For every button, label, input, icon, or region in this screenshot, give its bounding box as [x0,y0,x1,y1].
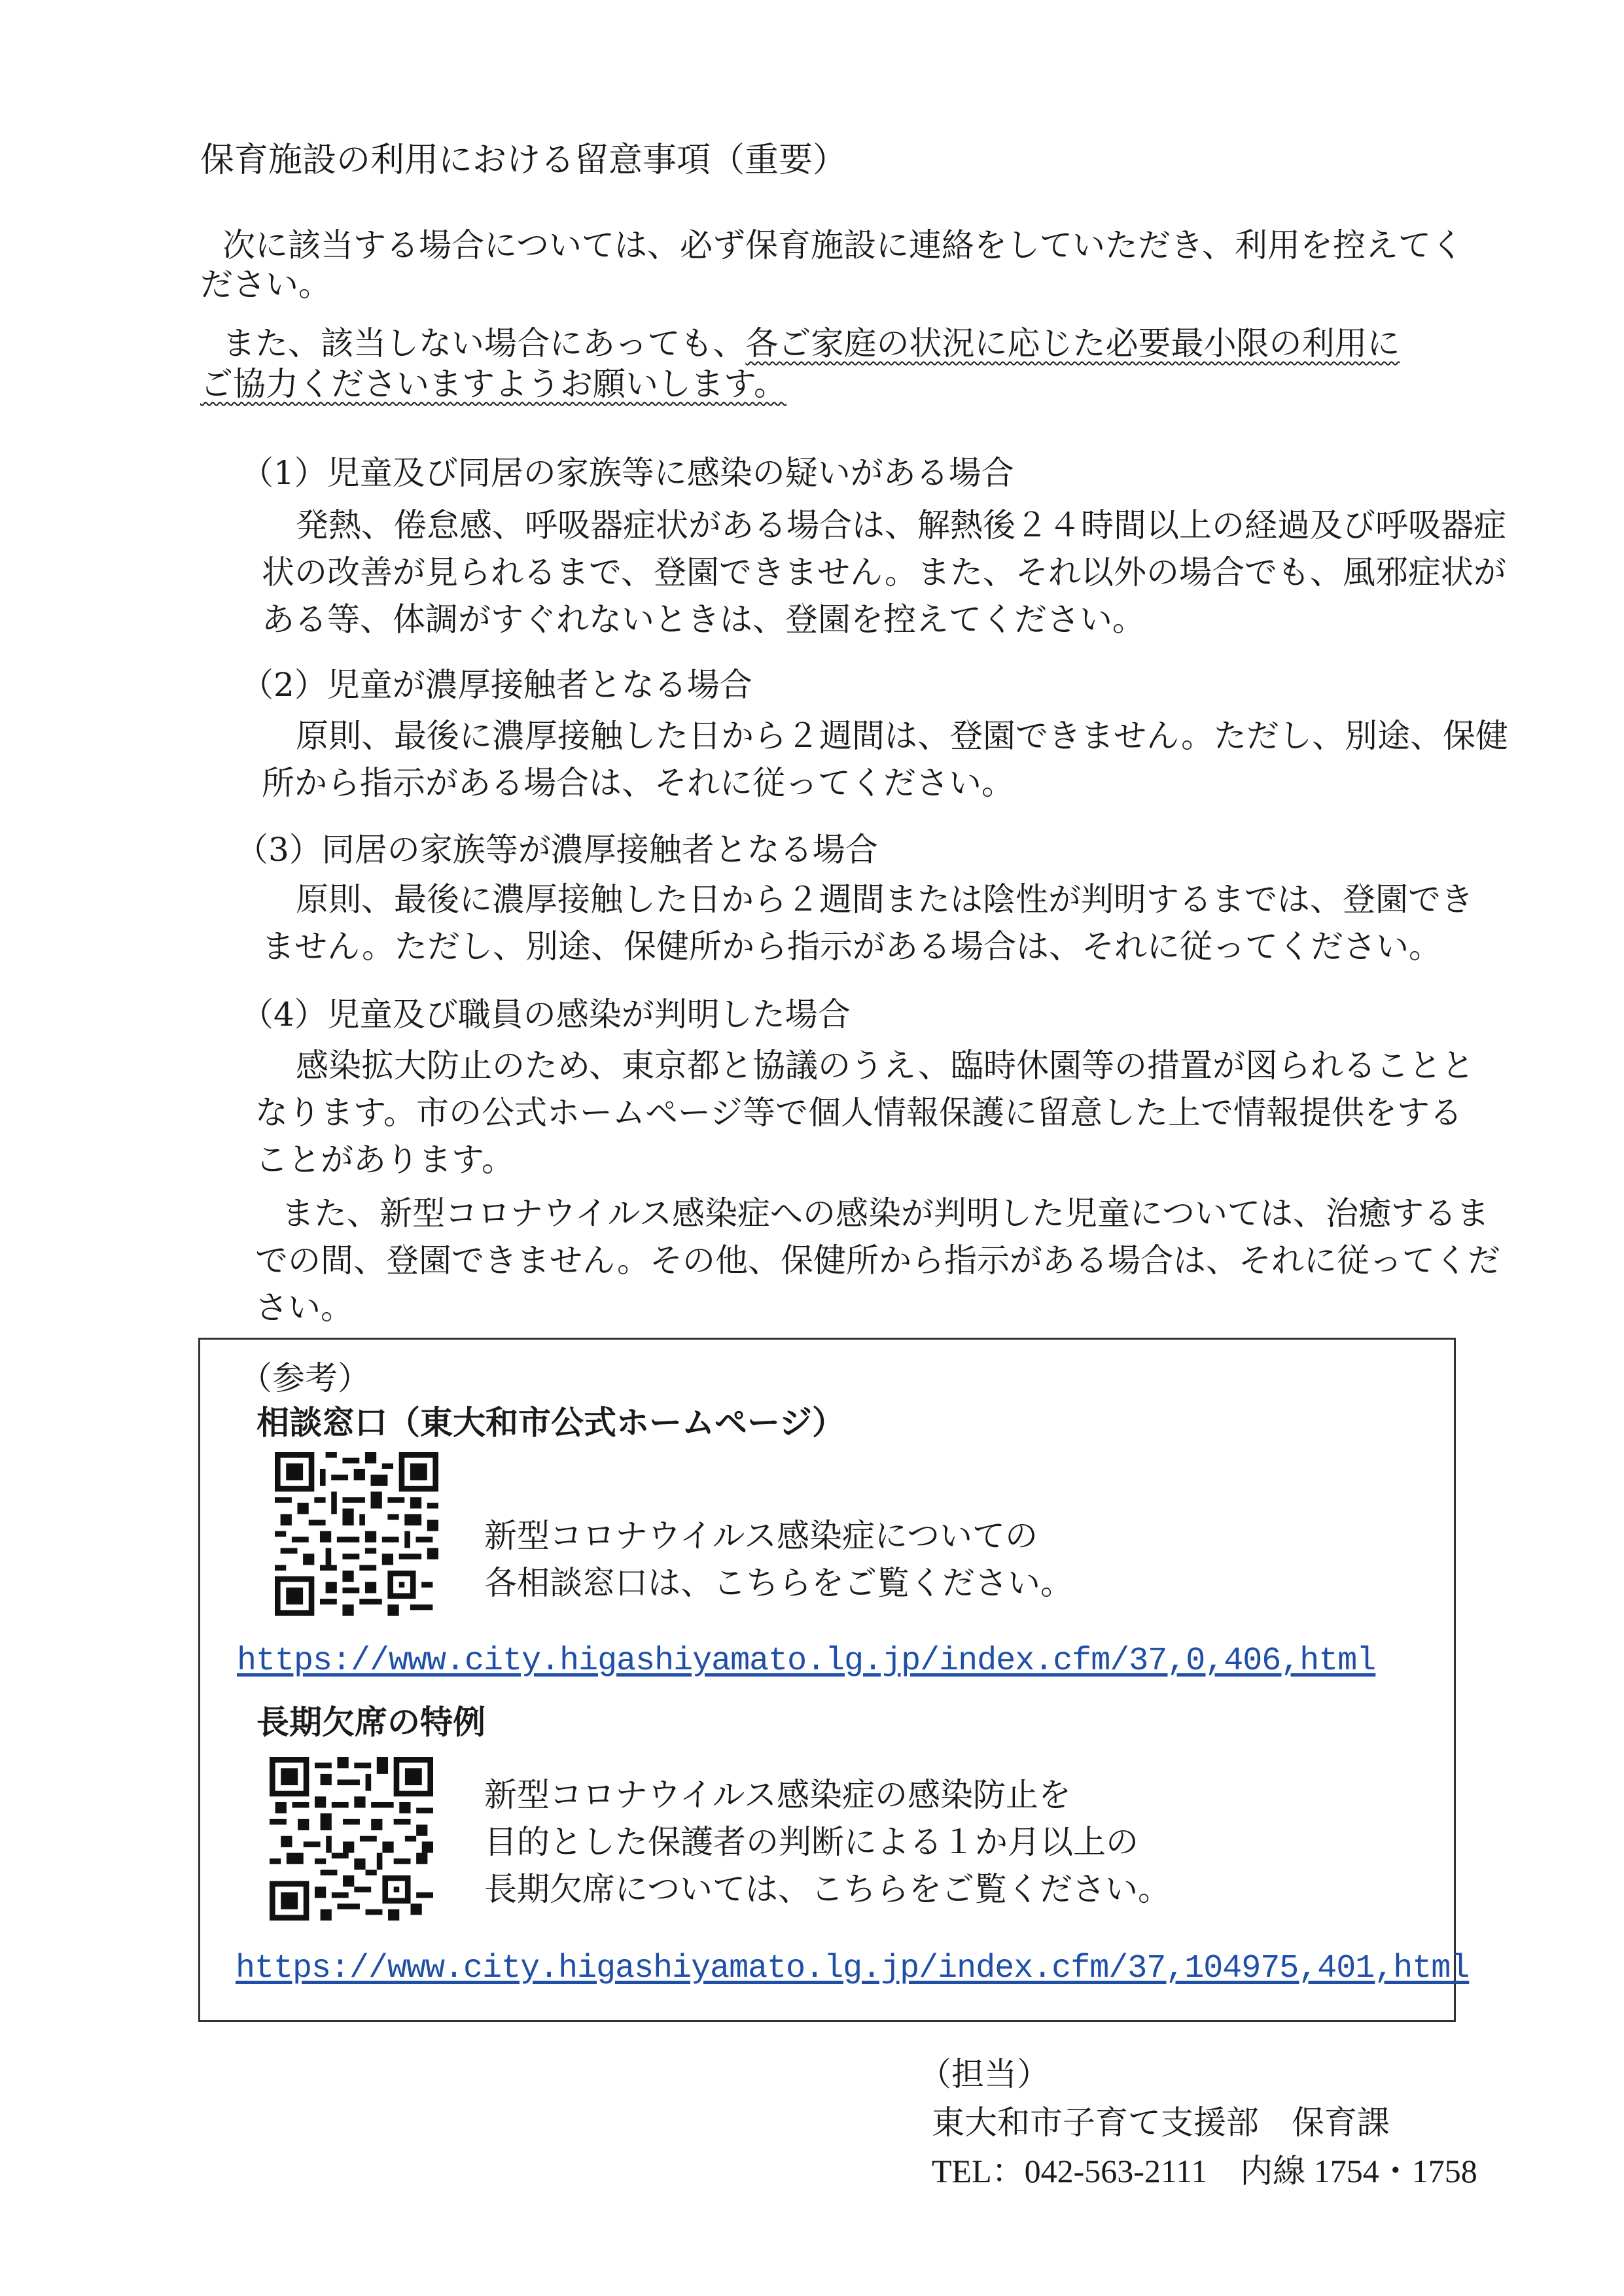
intro-line-1: 次に該当する場合については、必ず保育施設に連絡をしていただき、利用を控えてく [222,226,1464,264]
item-1-heading: （1）児童及び同居の家族等に感染の疑いがある場合 [241,454,1014,492]
item-4-line-4: また、新型コロナウイルス感染症への感染が判明した児童については、治癒するま [281,1194,1489,1232]
reference-section-1-desc-2: 各相談窓口は、こちらをご覧ください。 [484,1564,1073,1602]
contact-tel: TEL：042-563-2111 内線 1754・1758 [932,2153,1477,2189]
item-4-line-3: ことがあります。 [255,1141,514,1179]
item-3-line-1: 原則、最後に濃厚接触した日から２週間または陰性が判明するまでは、登園でき [296,880,1474,918]
item-4-heading: （4）児童及び職員の感染が判明した場合 [241,996,851,1034]
reference-section-1-heading: 相談窓口（東大和市公式ホームページ） [256,1403,845,1442]
item-4-line-6: さい。 [255,1289,353,1327]
reference-section-1-url-link[interactable]: https://www.city.higashiyamato.lg.jp/index.cfm/37,0,406,html [237,1643,1376,1680]
reference-section-2-desc-3: 長期欠席については、こちらをご覧ください。 [484,1870,1171,1908]
item-2-heading: （2）児童が濃厚接触者となる場合 [241,666,752,704]
item-2-line-1: 原則、最後に濃厚接触した日から２週間は、登園できません。ただし、別途、保健 [296,717,1508,755]
reference-section-2-desc-1: 新型コロナウイルス感染症の感染防止を [484,1776,1071,1814]
intro-line-3-underlined: 各ご家庭の状況に応じた必要最小限の利用に [745,324,1400,362]
reference-section-1-desc-1: 新型コロナウイルス感染症についての [484,1517,1038,1555]
item-4-line-2: なります。市の公式ホームページ等で個人情報保護に留意した上で情報提供をする [255,1094,1462,1132]
qr-code-icon[interactable] [270,1757,433,1921]
item-3-line-2: ません。ただし、別途、保健所から指示がある場合は、それに従ってください。 [262,928,1441,965]
intro-line-2: ださい。 [200,266,331,304]
reference-section-2-heading: 長期欠席の特例 [256,1703,485,1741]
intro-line-4 [200,356,786,412]
page-title: 保育施設の利用における留意事項（重要） [200,141,847,180]
qr-code-icon[interactable] [275,1452,438,1616]
intro-line-3-plain: また、該当しない場合にあっても、 [222,324,746,362]
item-3-heading: （3）同居の家族等が濃厚接触者となる場合 [236,831,878,869]
intro-line-4-underlined: ご協力くださいますようお願いします。 [200,365,786,403]
reference-section-2-url-link[interactable]: https://www.city.higashiyamato.lg.jp/index.cfm/37,104975,401,html [236,1950,1470,1987]
item-4-line-1: 感染拡大防止のため、東京都と協議のうえ、臨時休園等の措置が図られることと [296,1047,1474,1085]
item-2-line-2: 所から指示がある場合は、それに従ってください。 [262,764,1014,802]
reference-section-2-desc-2: 目的とした保護者の判断による１か月以上の [484,1823,1139,1861]
contact-dept: 東大和市子育て支援部 保育課 [932,2104,1390,2142]
reference-label: （参考） [239,1359,370,1397]
item-1-line-3: ある等、体調がすぐれないときは、登園を控えてください。 [262,600,1145,638]
item-1-line-2: 状の改善が見られるまで、登園できません。また、それ以外の場合でも、風邪症状が [262,553,1506,591]
contact-label: （担当） [919,2055,1050,2093]
item-4-line-5: での間、登園できません。その他、保健所から指示がある場合は、それに従ってくだ [255,1242,1500,1279]
item-1-line-1: 発熱、倦怠感、呼吸器症状がある場合は、解熱後２４時間以上の経過及び呼吸器症 [296,506,1506,544]
